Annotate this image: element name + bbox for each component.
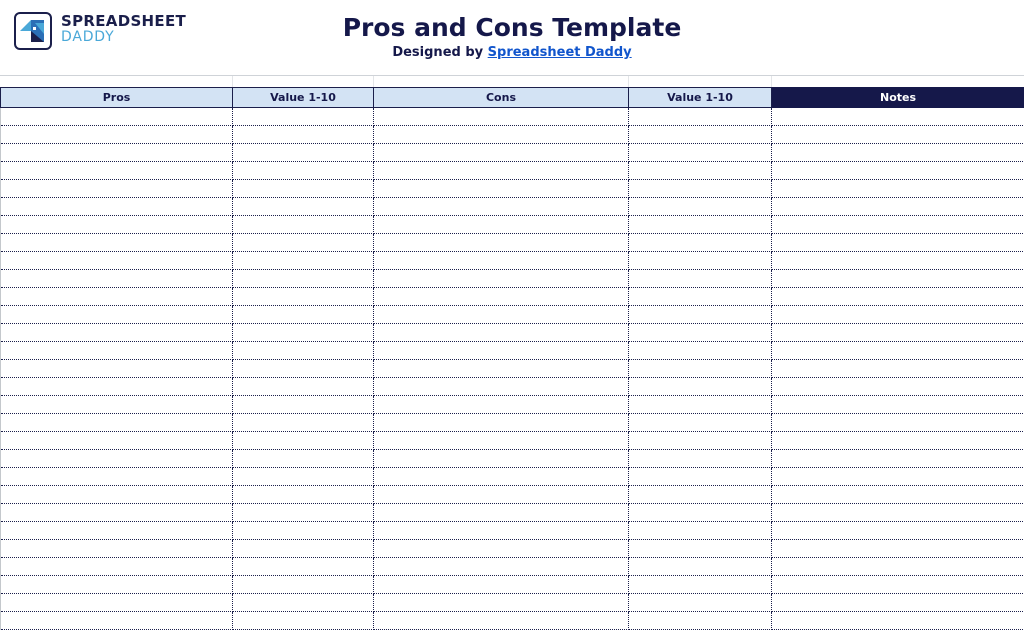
notes-cell[interactable] <box>772 504 1024 522</box>
pros-value-cell[interactable] <box>233 486 374 504</box>
cons-value-cell[interactable] <box>629 396 772 414</box>
pros-value-cell[interactable] <box>233 252 374 270</box>
pros-cell[interactable] <box>1 594 233 612</box>
pros-value-cell[interactable] <box>233 288 374 306</box>
notes-cell[interactable] <box>772 396 1024 414</box>
cons-cell[interactable] <box>374 180 629 198</box>
notes-cell[interactable] <box>772 432 1024 450</box>
pros-value-cell[interactable] <box>233 324 374 342</box>
cons-cell[interactable] <box>374 522 629 540</box>
cons-value-cell[interactable] <box>629 288 772 306</box>
cons-value-cell[interactable] <box>629 108 772 126</box>
cons-value-cell[interactable] <box>629 414 772 432</box>
notes-cell[interactable] <box>772 612 1024 630</box>
table-row <box>1 594 1024 612</box>
pros-cell[interactable] <box>1 252 233 270</box>
logo-wordmark-top: SPREADSHEET <box>61 13 186 29</box>
notes-cell[interactable] <box>772 252 1024 270</box>
pros-value-cell[interactable] <box>233 360 374 378</box>
table-row <box>1 540 1024 558</box>
cons-value-cell[interactable] <box>629 378 772 396</box>
cons-value-cell[interactable] <box>629 360 772 378</box>
pros-value-cell[interactable] <box>233 594 374 612</box>
cons-cell[interactable] <box>374 486 629 504</box>
notes-cell[interactable] <box>772 576 1024 594</box>
pros-cell[interactable] <box>1 234 233 252</box>
pros-value-cell[interactable] <box>233 468 374 486</box>
cons-value-cell[interactable] <box>629 486 772 504</box>
pros-value-cell[interactable] <box>233 612 374 630</box>
cons-value-cell[interactable] <box>629 162 772 180</box>
table-row <box>1 252 1024 270</box>
cons-cell[interactable] <box>374 126 629 144</box>
table-row <box>1 342 1024 360</box>
pros-value-cell[interactable] <box>233 540 374 558</box>
pros-cell[interactable] <box>1 324 233 342</box>
cons-cell[interactable] <box>374 468 629 486</box>
notes-cell[interactable] <box>772 522 1024 540</box>
notes-cell[interactable] <box>772 306 1024 324</box>
cons-value-cell[interactable] <box>629 144 772 162</box>
table-row <box>1 216 1024 234</box>
cons-value-cell[interactable] <box>629 324 772 342</box>
table-row <box>1 288 1024 306</box>
cons-cell[interactable] <box>374 342 629 360</box>
cons-cell[interactable] <box>374 576 629 594</box>
cons-value-cell[interactable] <box>629 504 772 522</box>
pros-cell[interactable] <box>1 468 233 486</box>
sheet-header <box>0 0 1024 75</box>
cons-cell[interactable] <box>374 396 629 414</box>
table-row <box>1 468 1024 486</box>
notes-cell[interactable] <box>772 162 1024 180</box>
notes-cell[interactable] <box>772 180 1024 198</box>
cons-value-cell[interactable] <box>629 234 772 252</box>
table-row <box>1 576 1024 594</box>
cons-cell[interactable] <box>374 540 629 558</box>
table-row <box>1 180 1024 198</box>
notes-cell[interactable] <box>772 414 1024 432</box>
header-row <box>1 88 1024 108</box>
notes-cell[interactable] <box>772 468 1024 486</box>
pros-value-cell[interactable] <box>233 576 374 594</box>
cons-header[interactable]: Cons <box>374 88 629 108</box>
pros-cell[interactable] <box>1 360 233 378</box>
cons-cell[interactable] <box>374 414 629 432</box>
table-row <box>1 504 1024 522</box>
notes-cell[interactable] <box>772 378 1024 396</box>
cons-cell[interactable] <box>374 234 629 252</box>
pros-value-cell[interactable] <box>233 558 374 576</box>
table-row <box>1 144 1024 162</box>
page-title: Pros and Cons Template <box>0 13 1024 42</box>
cons-cell[interactable] <box>374 360 629 378</box>
table-row <box>1 522 1024 540</box>
pros-value-cell[interactable] <box>233 144 374 162</box>
pros-cell[interactable] <box>1 270 233 288</box>
table-row <box>1 234 1024 252</box>
pros-cell[interactable] <box>1 108 233 126</box>
cons-cell[interactable] <box>374 270 629 288</box>
pros-cell[interactable] <box>1 144 233 162</box>
pros-header[interactable]: Pros <box>1 88 233 108</box>
pros-value-cell[interactable] <box>233 414 374 432</box>
cons-cell[interactable] <box>374 378 629 396</box>
pros-cell[interactable] <box>1 504 233 522</box>
cons-cell[interactable] <box>374 108 629 126</box>
cons-value-cell[interactable] <box>629 594 772 612</box>
cons-value-cell[interactable] <box>629 576 772 594</box>
pros-cell[interactable] <box>1 198 233 216</box>
table-row <box>1 360 1024 378</box>
pros-cell[interactable] <box>1 486 233 504</box>
table-row <box>1 378 1024 396</box>
notes-cell[interactable] <box>772 324 1024 342</box>
pros-value-cell[interactable] <box>233 126 374 144</box>
logo-wordmark-bottom: DADDY <box>61 29 186 45</box>
cons-cell[interactable] <box>374 144 629 162</box>
table-row <box>1 414 1024 432</box>
cons-value-cell[interactable] <box>629 342 772 360</box>
notes-cell[interactable] <box>772 144 1024 162</box>
table-row <box>1 306 1024 324</box>
cons-cell[interactable] <box>374 612 629 630</box>
pros-cell[interactable] <box>1 216 233 234</box>
cons-value-cell[interactable] <box>629 432 772 450</box>
cons-value-cell[interactable] <box>629 468 772 486</box>
cons-value-cell[interactable] <box>629 540 772 558</box>
pros-value-cell[interactable] <box>233 522 374 540</box>
table-row <box>1 612 1024 630</box>
pros-value-cell[interactable] <box>233 342 374 360</box>
table-row <box>1 486 1024 504</box>
notes-cell[interactable] <box>772 108 1024 126</box>
table-row <box>1 432 1024 450</box>
table-row <box>1 270 1024 288</box>
pros-cell[interactable] <box>1 288 233 306</box>
pros-value-cell[interactable] <box>233 432 374 450</box>
pros-cell[interactable] <box>1 126 233 144</box>
table-row <box>1 558 1024 576</box>
pros-cell[interactable] <box>1 522 233 540</box>
cons-cell[interactable] <box>374 558 629 576</box>
cons-cell[interactable] <box>374 504 629 522</box>
table-row <box>1 324 1024 342</box>
cons-value-cell[interactable] <box>629 126 772 144</box>
cons-cell[interactable] <box>374 198 629 216</box>
notes-cell[interactable] <box>772 342 1024 360</box>
cons-value-cell[interactable] <box>629 306 772 324</box>
notes-cell[interactable] <box>772 360 1024 378</box>
table-row <box>1 126 1024 144</box>
pros-value-cell[interactable] <box>233 504 374 522</box>
notes-cell[interactable] <box>772 234 1024 252</box>
pros-value-cell[interactable] <box>233 180 374 198</box>
notes-cell[interactable] <box>772 594 1024 612</box>
notes-cell[interactable] <box>772 558 1024 576</box>
cons-value-cell[interactable] <box>629 450 772 468</box>
pros-cell[interactable] <box>1 180 233 198</box>
cons-cell[interactable] <box>374 162 629 180</box>
table-row <box>1 198 1024 216</box>
pros-value-cell[interactable] <box>233 198 374 216</box>
pros-cell[interactable] <box>1 396 233 414</box>
pros-value-cell[interactable] <box>233 216 374 234</box>
pros-value-cell[interactable] <box>233 378 374 396</box>
notes-cell[interactable] <box>772 450 1024 468</box>
pros-value-cell[interactable] <box>233 162 374 180</box>
pros-cell[interactable] <box>1 576 233 594</box>
notes-cell[interactable] <box>772 216 1024 234</box>
spreadsheet-daddy-link[interactable]: Spreadsheet Daddy <box>488 45 632 60</box>
cons-cell[interactable] <box>374 216 629 234</box>
cons-value-cell[interactable] <box>629 252 772 270</box>
pros-cons-table <box>0 87 1024 630</box>
pros-value-cell[interactable] <box>233 108 374 126</box>
cons-value-cell[interactable] <box>629 270 772 288</box>
pros-cell[interactable] <box>1 540 233 558</box>
spacer-row <box>0 75 1024 87</box>
cons-value-cell[interactable] <box>629 216 772 234</box>
cons-value-cell[interactable] <box>629 612 772 630</box>
notes-cell[interactable] <box>772 540 1024 558</box>
cons-value-header[interactable]: Value 1-10 <box>629 88 772 108</box>
pros-cell[interactable] <box>1 162 233 180</box>
cons-value-cell[interactable] <box>629 180 772 198</box>
notes-cell[interactable] <box>772 126 1024 144</box>
pros-cell[interactable] <box>1 612 233 630</box>
pros-value-cell[interactable] <box>233 450 374 468</box>
pros-value-cell[interactable] <box>233 234 374 252</box>
pros-cell[interactable] <box>1 342 233 360</box>
notes-header[interactable]: Notes <box>772 88 1024 108</box>
notes-cell[interactable] <box>772 270 1024 288</box>
pros-cell[interactable] <box>1 414 233 432</box>
table-row <box>1 450 1024 468</box>
cons-cell[interactable] <box>374 432 629 450</box>
cons-cell[interactable] <box>374 324 629 342</box>
table-row <box>1 162 1024 180</box>
pros-value-header[interactable]: Value 1-10 <box>233 88 374 108</box>
cons-cell[interactable] <box>374 450 629 468</box>
cons-cell[interactable] <box>374 252 629 270</box>
pros-cell[interactable] <box>1 558 233 576</box>
table-row <box>1 396 1024 414</box>
pros-cell[interactable] <box>1 432 233 450</box>
cons-value-cell[interactable] <box>629 558 772 576</box>
pros-value-cell[interactable] <box>233 270 374 288</box>
table-row <box>1 108 1024 126</box>
notes-cell[interactable] <box>772 486 1024 504</box>
cons-cell[interactable] <box>374 594 629 612</box>
notes-cell[interactable] <box>772 288 1024 306</box>
notes-cell[interactable] <box>772 198 1024 216</box>
cons-value-cell[interactable] <box>629 198 772 216</box>
page-subtitle <box>0 45 1024 60</box>
pros-cell[interactable] <box>1 450 233 468</box>
pros-cell[interactable] <box>1 306 233 324</box>
cons-cell[interactable] <box>374 288 629 306</box>
pros-cell[interactable] <box>1 378 233 396</box>
subtitle-prefix: Designed by <box>392 45 487 60</box>
cons-value-cell[interactable] <box>629 522 772 540</box>
cons-cell[interactable] <box>374 306 629 324</box>
pros-value-cell[interactable] <box>233 396 374 414</box>
pros-value-cell[interactable] <box>233 306 374 324</box>
